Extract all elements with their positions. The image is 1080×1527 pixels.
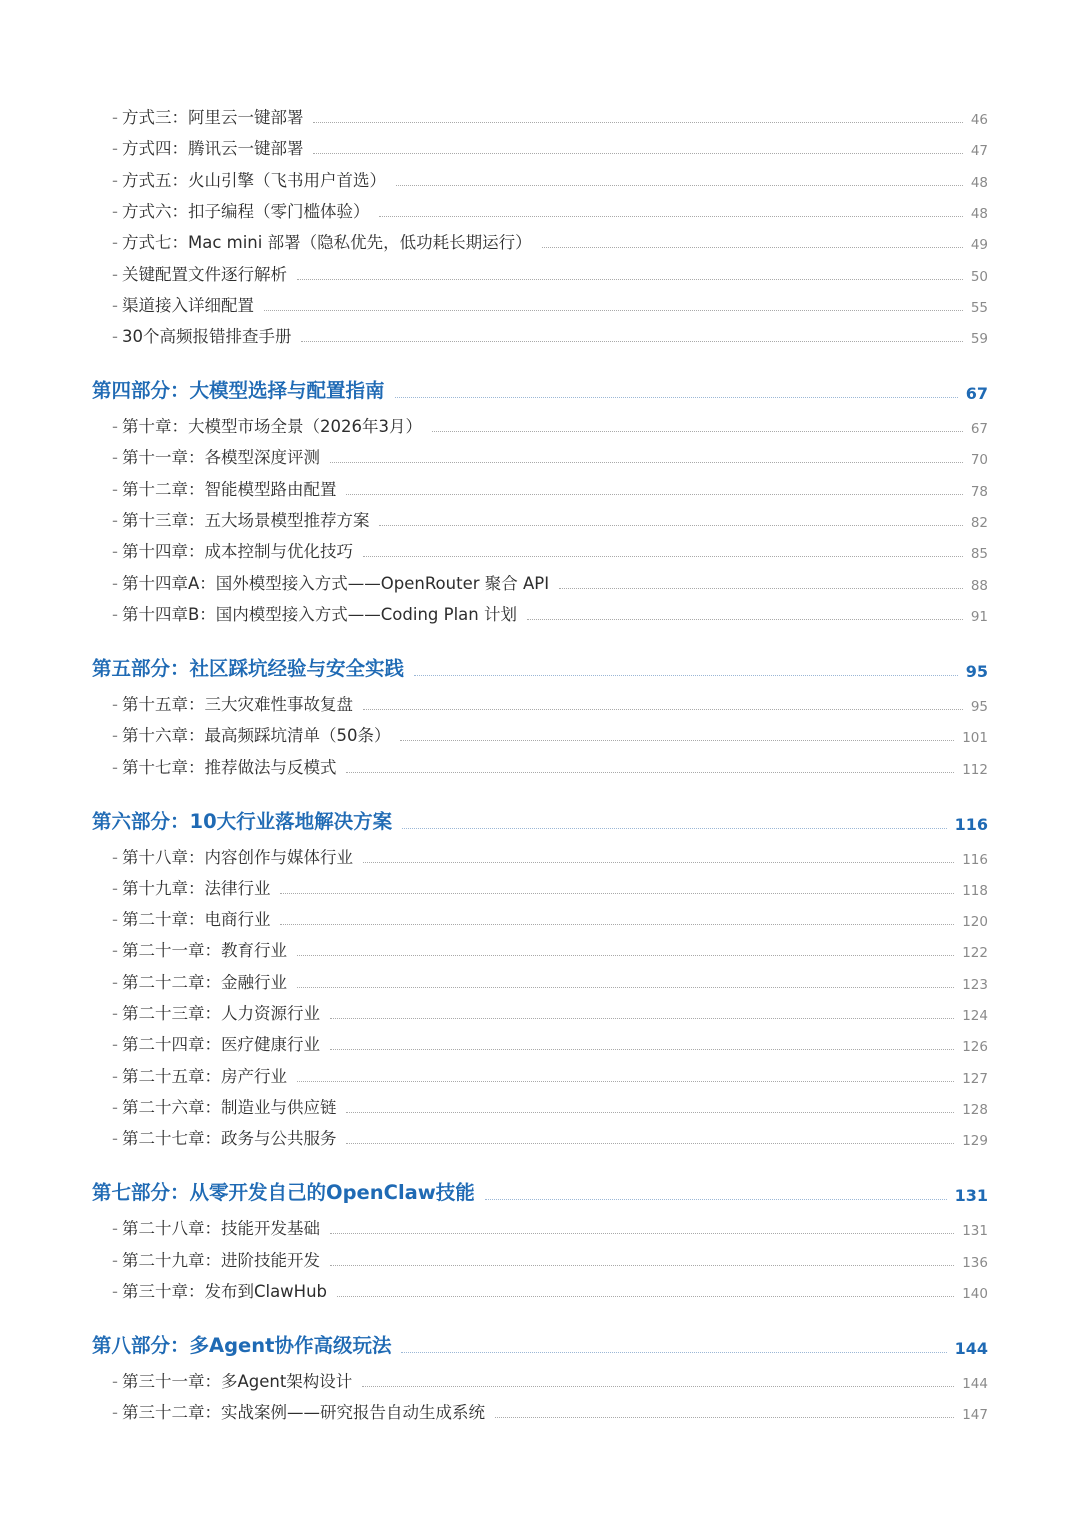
toc-title [112, 754, 336, 778]
toc-title [112, 691, 353, 715]
toc-title [112, 1031, 320, 1055]
dot-leader [432, 430, 963, 432]
toc-title-text: 第二十七章：政务与公共服务 [121, 1129, 337, 1149]
toc-page-number: 122 [962, 945, 988, 962]
toc-entry[interactable] [0, 1245, 1080, 1271]
toc-entry[interactable] [0, 1276, 1080, 1302]
toc-entry[interactable] [0, 752, 1080, 778]
dot-leader [297, 986, 954, 988]
entry-bullet: - [112, 910, 118, 930]
dot-leader [362, 1385, 954, 1387]
toc-title [112, 476, 336, 500]
toc-title-text: 第七部分：从零开发自己的OpenClaw技能 [92, 1181, 475, 1205]
entry-bullet: - [112, 295, 118, 315]
entry-bullet: - [112, 264, 118, 284]
toc-title-text: 第二十三章：人力资源行业 [121, 1004, 320, 1023]
toc-page-number: 95 [965, 661, 988, 681]
toc-entry[interactable] [0, 133, 1080, 159]
toc-page-number: 116 [962, 851, 988, 868]
toc-entry[interactable] [0, 259, 1080, 285]
toc-title-text: 第二十章：电商行业 [121, 910, 271, 930]
toc-title-text: 第二十六章：制造业与供应链 [121, 1097, 337, 1117]
toc-title [92, 1177, 475, 1205]
toc-title [112, 844, 353, 868]
toc-title-text: 方式五：火山引擎（飞书用户首选） [121, 170, 386, 190]
toc-title-text: 第二十二章：金融行业 [121, 972, 287, 992]
entry-bullet: - [112, 1035, 118, 1055]
toc-title [112, 1094, 336, 1118]
toc-entry[interactable] [0, 599, 1080, 625]
dot-leader [379, 215, 962, 217]
dot-leader [395, 396, 958, 398]
entry-bullet: - [112, 757, 118, 777]
toc-page-number: 131 [962, 1223, 988, 1240]
toc-title [112, 1278, 327, 1302]
toc-page-number: 67 [965, 384, 988, 404]
toc-title [112, 444, 320, 468]
dot-leader [396, 184, 963, 186]
toc-title-text: 第十三章：五大场景模型推荐方案 [121, 511, 370, 530]
toc-page-number: 85 [970, 546, 988, 563]
toc-page-number: 101 [962, 730, 988, 747]
toc-page-number: 55 [970, 299, 988, 316]
dot-leader [401, 1351, 946, 1353]
toc-entry[interactable] [0, 227, 1080, 253]
toc-entry[interactable] [0, 904, 1080, 930]
dot-leader [330, 1017, 954, 1019]
toc-page-number: 126 [962, 1039, 988, 1056]
dot-leader [346, 771, 954, 773]
toc-page-number: 144 [962, 1375, 988, 1392]
entry-bullet: - [112, 1219, 118, 1239]
dot-leader [337, 1295, 954, 1297]
toc-title [112, 570, 549, 594]
entry-bullet: - [112, 1004, 118, 1023]
toc-title-text: 第十五章：三大灾难性事故复盘 [121, 694, 353, 714]
toc-entry[interactable] [0, 1029, 1080, 1055]
entry-bullet: - [112, 417, 118, 437]
dot-leader [280, 892, 954, 894]
toc-entry[interactable] [0, 720, 1080, 746]
toc-title-text: 第六部分：10大行业落地解决方案 [92, 809, 393, 833]
toc-page-number: 70 [970, 452, 988, 469]
toc-entry[interactable] [0, 689, 1080, 715]
toc-title [112, 601, 517, 625]
toc-title [112, 1063, 287, 1087]
toc-entry[interactable] [0, 568, 1080, 594]
toc-title [112, 292, 254, 316]
toc-title-text: 第十四章A：国外模型接入方式——OpenRouter 聚合 API [121, 573, 550, 593]
dot-leader [346, 1111, 954, 1113]
toc-page-number: 120 [962, 914, 988, 931]
entry-bullet: - [112, 694, 118, 714]
toc-page-number: 136 [962, 1254, 988, 1271]
toc-title-text: 第十一章：各模型深度评测 [121, 448, 320, 468]
toc-title [112, 167, 386, 191]
toc-entry[interactable] [0, 165, 1080, 191]
toc-title-text: 第二十五章：房产行业 [121, 1066, 287, 1086]
entry-bullet: - [112, 941, 118, 961]
dot-leader [363, 555, 963, 557]
toc-title [92, 375, 385, 403]
toc-title [112, 261, 287, 285]
toc-title-text: 30个高频报错排查手册 [121, 327, 292, 347]
toc-title-text: 第十章：大模型市场全景（2026年3月） [121, 417, 422, 437]
toc-page-number: 91 [970, 608, 988, 625]
dot-leader [297, 954, 954, 956]
entry-bullet: - [112, 604, 118, 624]
toc-title-text: 第五部分：社区踩坑经验与安全实践 [92, 656, 405, 680]
toc-title [112, 969, 287, 993]
toc-entry[interactable] [0, 1092, 1080, 1118]
toc-page-number: 59 [970, 331, 988, 348]
dot-leader [495, 1416, 954, 1418]
dot-leader [559, 587, 963, 589]
toc-title [112, 198, 369, 222]
entry-bullet: - [112, 233, 118, 253]
dot-leader [346, 493, 962, 495]
toc-entry[interactable] [0, 873, 1080, 899]
entry-bullet: - [112, 1097, 118, 1117]
toc-title [112, 1000, 320, 1024]
toc-title [112, 323, 291, 347]
toc-title-text: 第十二章：智能模型路由配置 [121, 479, 337, 499]
toc-entry[interactable] [0, 1213, 1080, 1239]
toc-entry[interactable] [0, 290, 1080, 316]
toc-entry[interactable] [0, 998, 1080, 1024]
dot-leader [400, 739, 954, 741]
toc-title [112, 722, 390, 746]
toc-entry[interactable] [0, 442, 1080, 468]
dot-leader [313, 121, 962, 123]
toc-title [112, 1215, 320, 1239]
toc-title-text: 方式六：扣子编程（零门槛体验） [121, 201, 370, 221]
toc-title [92, 806, 392, 834]
toc-title-text: 方式七：Mac mini 部署（隐私优先，低功耗长期运行） [121, 233, 532, 253]
toc-title-text: 方式三：阿里云一键部署 [121, 108, 304, 127]
toc-title [112, 906, 270, 930]
dot-leader [363, 708, 963, 710]
dot-leader [330, 1232, 954, 1234]
entry-bullet: - [112, 1371, 118, 1391]
entry-bullet: - [112, 573, 118, 593]
toc-entry[interactable] [0, 1397, 1080, 1423]
toc-page-number: 140 [962, 1285, 988, 1302]
entry-bullet: - [112, 1250, 118, 1270]
dot-leader [485, 1198, 947, 1200]
toc-title [112, 875, 270, 899]
toc-page-number: 144 [954, 1338, 988, 1358]
toc-part-heading[interactable] [0, 804, 1080, 834]
toc-title [112, 1399, 485, 1423]
dot-leader [297, 278, 963, 280]
toc-title-text: 第十八章：内容创作与媒体行业 [121, 847, 353, 867]
toc-title [112, 937, 287, 961]
toc-page-number: 116 [954, 814, 988, 834]
entry-bullet: - [112, 972, 118, 992]
entry-bullet: - [112, 327, 118, 347]
toc-page-number: 127 [962, 1070, 988, 1087]
dot-leader [542, 246, 963, 248]
entry-bullet: - [112, 878, 118, 898]
toc-title-text: 第三十一章：多Agent架构设计 [121, 1371, 353, 1391]
toc-page-number: 112 [962, 761, 988, 778]
toc-page-number: 47 [970, 143, 988, 160]
toc-part-heading[interactable] [0, 651, 1080, 681]
entry-bullet: - [112, 1129, 118, 1149]
toc-title [112, 135, 303, 159]
toc-page-number: 147 [962, 1407, 988, 1424]
entry-bullet: - [112, 170, 118, 190]
toc-page-number: 95 [970, 698, 988, 715]
toc-page-number: 123 [962, 976, 988, 993]
toc-title [112, 1368, 352, 1392]
toc-title [92, 653, 404, 681]
toc-entry[interactable] [0, 321, 1080, 347]
entry-bullet: - [112, 542, 118, 562]
dot-leader [313, 152, 962, 154]
dot-leader [414, 674, 958, 676]
toc-entry[interactable] [0, 1366, 1080, 1392]
toc-title-text: 第三十章：发布到ClawHub [121, 1281, 328, 1301]
entry-bullet: - [112, 511, 118, 530]
entry-bullet: - [112, 726, 118, 746]
dot-leader [527, 618, 963, 620]
toc-part-heading[interactable] [0, 1328, 1080, 1358]
toc-page-number: 131 [954, 1186, 988, 1206]
dot-leader [363, 861, 954, 863]
toc-page-number: 129 [962, 1133, 988, 1150]
dot-leader [297, 1080, 954, 1082]
toc-title-text: 方式四：腾讯云一键部署 [121, 139, 304, 159]
entry-bullet: - [112, 108, 118, 127]
toc-title [92, 1330, 391, 1358]
toc-title-text: 第十四章B：国内模型接入方式——Coding Plan 计划 [121, 604, 517, 624]
toc-page-number: 88 [970, 577, 988, 594]
toc-entry[interactable] [0, 1123, 1080, 1149]
dot-leader [379, 524, 962, 526]
toc-page-number: 48 [970, 174, 988, 191]
toc-title [112, 1125, 336, 1149]
toc-part-heading[interactable] [0, 1175, 1080, 1205]
dot-leader [402, 827, 946, 829]
toc-title-text: 第八部分：多Agent协作高级玩法 [92, 1333, 392, 1357]
toc-page-number: 82 [970, 515, 988, 531]
entry-bullet: - [112, 479, 118, 499]
toc-page-number: 48 [970, 205, 988, 222]
toc-title [112, 1247, 320, 1271]
toc-page-number: 49 [970, 237, 988, 254]
toc-entry[interactable] [0, 196, 1080, 222]
dot-leader [330, 1264, 954, 1266]
toc-entry[interactable] [0, 536, 1080, 562]
toc-entry[interactable] [0, 474, 1080, 500]
entry-bullet: - [112, 847, 118, 867]
dot-leader [330, 461, 963, 463]
toc-title [112, 104, 303, 128]
toc-entry[interactable] [0, 842, 1080, 868]
toc-entry[interactable] [0, 102, 1080, 128]
dot-leader [346, 1142, 954, 1144]
toc-part-heading[interactable] [0, 373, 1080, 403]
toc-entry[interactable] [0, 967, 1080, 993]
toc-page-number: 67 [970, 421, 988, 438]
toc-title-text: 第四部分：大模型选择与配置指南 [92, 379, 385, 403]
dot-leader [264, 309, 963, 311]
toc-title-text: 第十六章：最高频踩坑清单（50条） [121, 726, 391, 746]
toc-page-number: 78 [970, 483, 988, 500]
toc-page-number: 118 [962, 882, 988, 899]
toc-title-text: 第十九章：法律行业 [121, 878, 271, 898]
dot-leader [280, 923, 954, 925]
toc-title [112, 229, 532, 253]
toc-title-text: 第二十八章：技能开发基础 [121, 1219, 320, 1239]
entry-bullet: - [112, 1066, 118, 1086]
entry-bullet: - [112, 1403, 118, 1423]
toc-title-text: 第二十四章：医疗健康行业 [121, 1035, 320, 1055]
toc-title-text: 第十四章：成本控制与优化技巧 [121, 542, 353, 562]
toc-entry[interactable] [0, 1061, 1080, 1087]
toc-title-text: 第二十九章：进阶技能开发 [121, 1250, 320, 1270]
toc-entry[interactable] [0, 935, 1080, 961]
toc-page-number: 124 [962, 1008, 988, 1024]
toc-title [112, 413, 422, 437]
entry-bullet: - [112, 139, 118, 159]
entry-bullet: - [112, 1281, 118, 1301]
toc-title-text: 渠道接入详细配置 [121, 295, 254, 315]
entry-bullet: - [112, 448, 118, 468]
toc-title-text: 第二十一章：教育行业 [121, 941, 287, 961]
toc-page-number: 128 [962, 1101, 988, 1118]
toc-page-number: 46 [970, 112, 988, 128]
dot-leader [301, 340, 962, 342]
entry-bullet: - [112, 201, 118, 221]
toc-entry[interactable] [0, 411, 1080, 437]
dot-leader [330, 1048, 954, 1050]
toc-entry[interactable] [0, 505, 1080, 531]
toc-page-number: 50 [970, 268, 988, 285]
toc-title-text: 第三十二章：实战案例——研究报告自动生成系统 [121, 1403, 485, 1423]
toc-title-text: 关键配置文件逐行解析 [121, 264, 287, 284]
toc-title-text: 第十七章：推荐做法与反模式 [121, 757, 337, 777]
toc-title [112, 538, 353, 562]
toc-title [112, 507, 369, 531]
